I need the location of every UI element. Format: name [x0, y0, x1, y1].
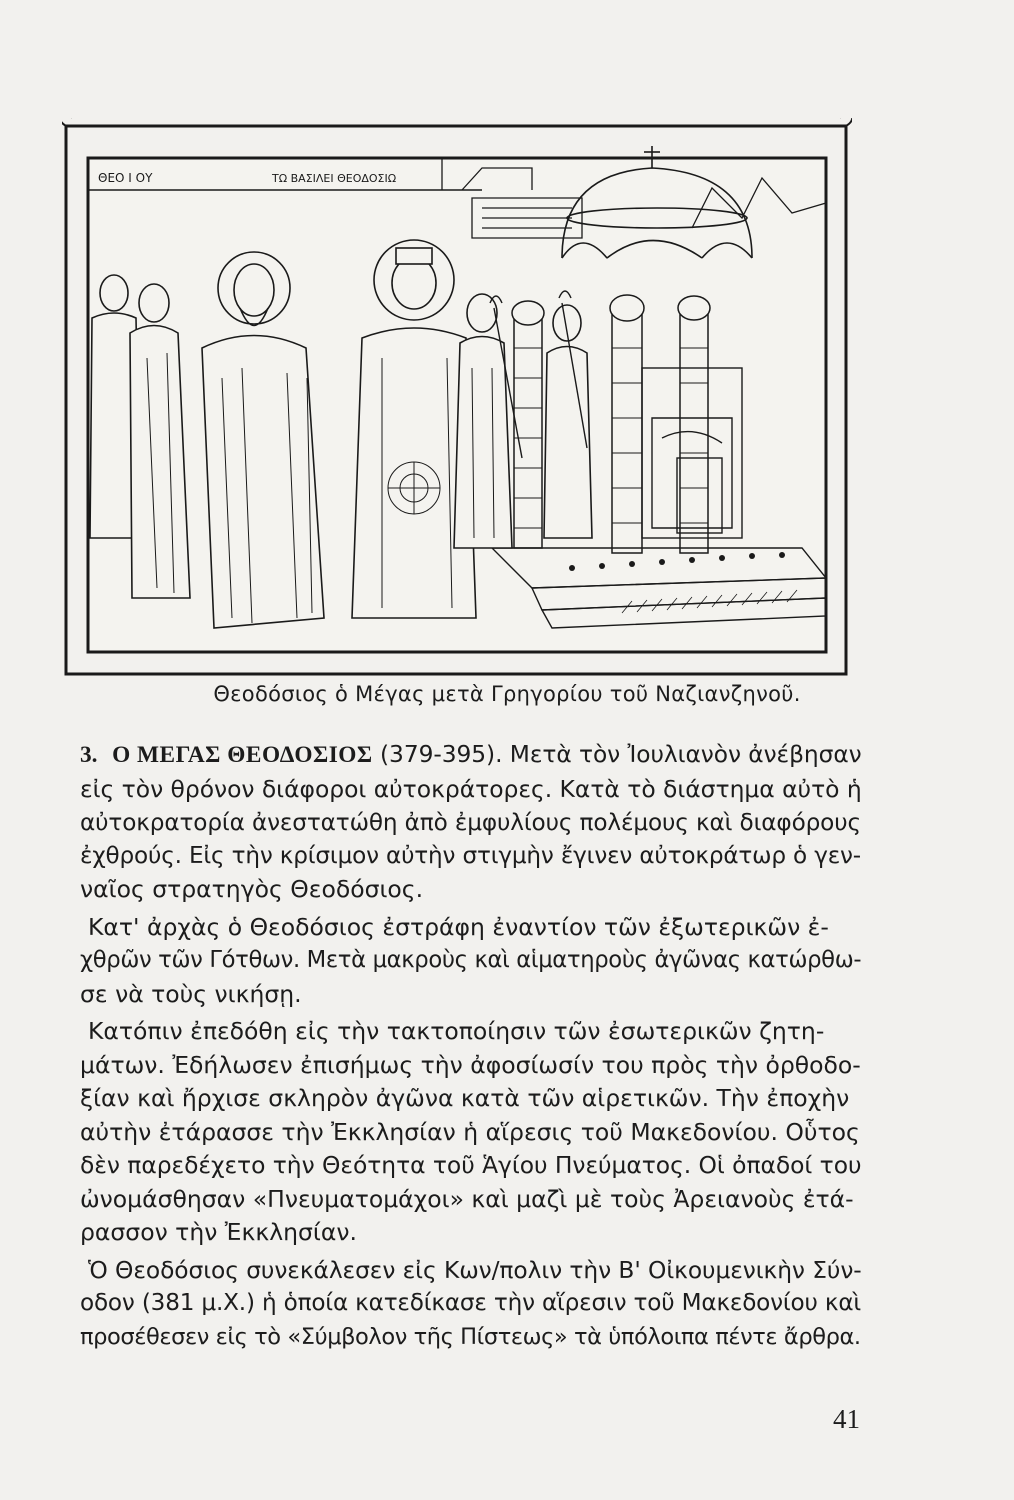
heading-line [80, 738, 862, 773]
engraving [62, 118, 852, 678]
text-line: οδον (381 μ.Χ.) ἡ ὁποία κατεδίκασε τὴν αἵρεσιν τοῦ Μακεδονίου καὶ [80, 1290, 862, 1316]
article-body [80, 738, 862, 1354]
text-line: χθρῶν τῶν Γότθων. Μετὰ μακροὺς καὶ αἱματηροὺς ἀγῶνας κατώρθω- [80, 947, 862, 973]
text-line: προσέθεσεν εἰς τὸ «Σύμβολον τῆς Πίστεως» τὰ ὑπόλοιπα πέντε ἄρθρα. [80, 1323, 861, 1350]
inscription-left: ΘΕΟ Ι ΟΥ [98, 171, 153, 185]
text-line: ρασσον τὴν Ἐκκλησίαν. [80, 1218, 357, 1246]
text-line: ἐχθρούς. Εἰς τὴν κρίσιμον αὐτὴν στιγμὴν ἔγινεν αὐτοκράτωρ ὁ γεν- [80, 842, 861, 869]
text-line: αὐτοκρατορία ἀνεστατώθη ἀπὸ ἐμφυλίους πολέμους καὶ διαφόρους [80, 809, 861, 836]
text-line: Ὁ Θεοδόσιος συνεκάλεσεν εἰς Κων/πολιν τὴν Β' Οἰκουμενικὴν Σύν- [88, 1255, 862, 1284]
section-years: (379-395). [380, 741, 503, 768]
text-line: Μετὰ τὸν Ἰουλιανὸν ἀνέβησαν [509, 741, 862, 768]
figure-caption: Θεοδόσιος ὁ Μέγας μετὰ Γρηγορίου τοῦ Ναζιανζηνοῦ. [213, 682, 801, 706]
section-number: 3. [80, 742, 98, 768]
text-line: ὠνομάσθησαν «Πνευματομάχοι» καὶ μαζὶ μὲ τοὺς Ἀρειανοὺς ἐτά- [80, 1184, 854, 1213]
illustration-theodosius-gregory [62, 118, 852, 678]
text-line: Κατ' ἀρχὰς ὁ Θεοδόσιος ἐστράφη ἐναντίον τῶν ἐξωτερικῶν ἐ- [88, 912, 829, 941]
text-line: ξίαν καὶ ἤρχισε σκληρὸν ἀγῶνα κατὰ τῶν αἱρετικῶν. Τὴν ἐποχὴν [80, 1084, 850, 1112]
text-line: αὐτὴν ἐτάρασσε τὴν Ἐκκλησίαν ἡ αἵρεσις τοῦ Μακεδονίου. Οὗτος [80, 1117, 860, 1146]
text-line: μάτων. Ἐδήλωσεν ἐπισήμως τὴν ἀφοσίωσίν του πρὸς τὴν ὀρθοδο- [80, 1050, 861, 1079]
section-title: Ο ΜΕΓΑΣ ΘΕΟΔΟΣΙΟΣ [112, 742, 373, 768]
inscription-right: ΤΩ ΒΑΣΙΛΕΙ ΘΕΟΔΟΣΙΩ [272, 172, 397, 185]
text-line: ναῖος στρατηγὸς Θεοδόσιος. [80, 875, 424, 903]
text-line: δὲν παρεδέχετο τὴν Θεότητα τοῦ Ἁγίου Πνεύματος. Οἱ ὀπαδοί του [80, 1151, 862, 1179]
text-line: σε νὰ τοὺς νικήσῃ. [80, 979, 302, 1008]
paragraph-council [80, 1254, 862, 1355]
text-line: Κατόπιν ἐπεδόθη εἰς τὴν τακτοποίησιν τῶν ἐσωτερικῶν ζητη- [88, 1017, 825, 1045]
paragraph-heresy [80, 1015, 862, 1250]
page-number: 41 [833, 1404, 860, 1434]
paragraph-goths [80, 911, 862, 1012]
paragraph-intro [80, 738, 862, 907]
text-line: εἰς τὸν θρόνον διάφοροι αὐτοκράτορες. Κατὰ τὸ διάστημα αὐτὸ ἡ [80, 774, 862, 803]
